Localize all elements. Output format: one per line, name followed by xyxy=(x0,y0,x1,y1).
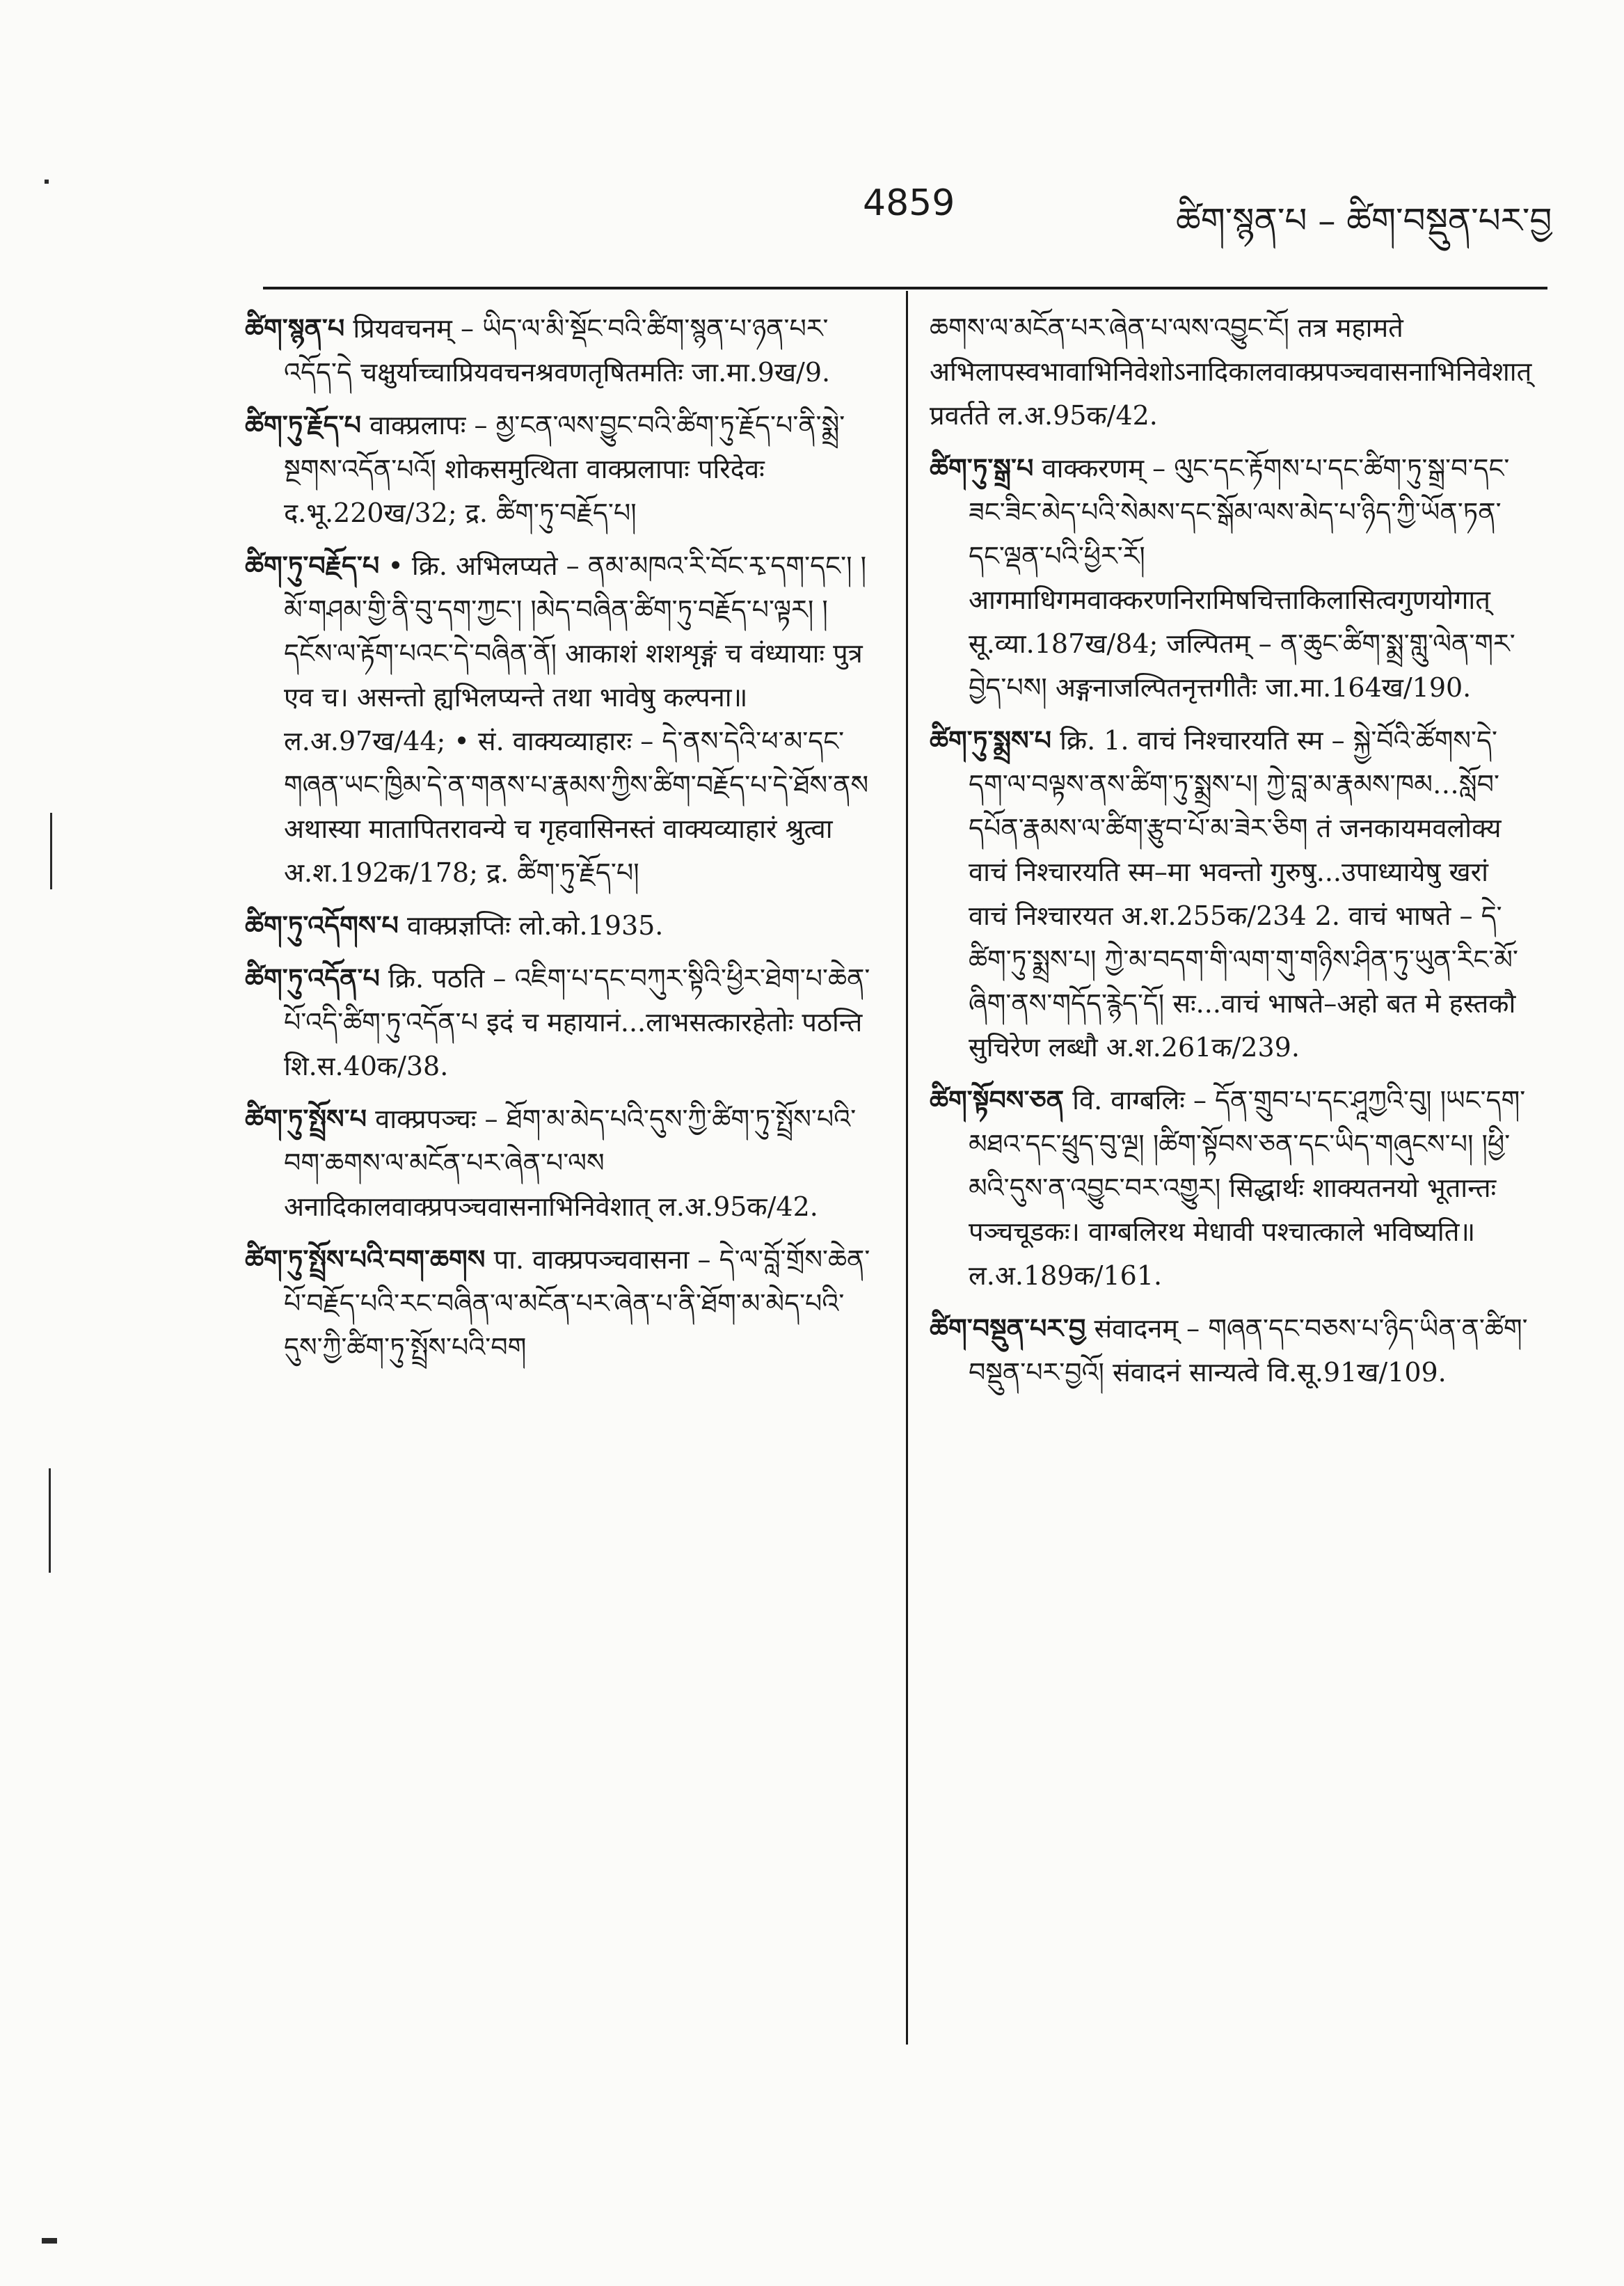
entry-definition: क्रि. पठति – འཇིག་པ་དང་བཀུར་སྟིའི་ཕྱིར་ཐེག་པ་ཆེན་པོ་འདི་ཚིག་ཏུ་འདོན་པ इदं च महायानं...लाभसत्कारहेतोः पठन्ति शि.स.40क/38. xyxy=(284,963,870,1081)
entry-definition: वि. वाग्बलिः – དོན་གྲུབ་པ་དང་ཤཱཀྱའི་བུ། །ཡང་དག་མཐའ་དང་ཕྲུད་བུ་ལྔ། །ཚིག་སྟོབས་ཅན་དང་ཡིད་གཞུངས་པ། །ཕྱི་མའི་དུས་ན་འབྱུང་བར་འགྱུར། सिद्धार्थः शाक्यतनयो भूतान्तः पञ्चचूडकः। वाग्बलिरथ मेधावी पश्चात्काले भविष्यति॥ ल.अ.189क/161. xyxy=(969,1085,1526,1291)
entry-headword: ཚིག་ཏུ་འདོན་པ xyxy=(245,962,380,994)
dictionary-entry xyxy=(930,446,1532,710)
entry-headword: ཚིག་ཏུ་འདོགས་པ xyxy=(245,910,399,941)
dictionary-entry xyxy=(930,1078,1532,1298)
header-rule xyxy=(263,287,1547,289)
margin-mark xyxy=(50,813,52,889)
dictionary-entry xyxy=(245,956,871,1088)
entry-definition: ཆགས་ལ་མངོན་པར་ཞེན་པ་ལས་འབྱུང་ངོ། तत्र महामते अभिलापस्वभावाभिनिवेशोऽनादिकालवाक्प्रपञ्चवासनाभिनिवेशात् प्रवर्तते ल.अ.95क/42. xyxy=(930,312,1532,431)
entry-definition: वाक्प्रपञ्चः – ཐོག་མ་མེད་པའི་དུས་ཀྱི་ཚིག་ཏུ་སྤྲོས་པའི་བག་ཆགས་ལ་མངོན་པར་ཞེན་པ་ལས अनादिकालवाक्प्रपञ्चवासनाभिनिवेशात् ल.अ.95क/42. xyxy=(284,1104,857,1222)
entry-headword: ཚིག་ཏུ་སྤྲོས་པ xyxy=(245,1103,367,1134)
dictionary-entry xyxy=(245,306,871,395)
dictionary-entry-continued xyxy=(930,306,1532,438)
dictionary-entry xyxy=(930,1306,1532,1395)
entry-definition: वाक्प्रज्ञप्तिः लो.को.1935. xyxy=(407,910,664,941)
margin-mark xyxy=(49,1468,51,1573)
dictionary-entry xyxy=(930,718,1532,1070)
dictionary-entry xyxy=(245,903,871,948)
running-head: ཚིག་སྙན་པ – ཚིག་བསྡུན་པར་བྱ xyxy=(1176,200,1552,241)
entry-headword: ཚིག་ཏུ་སྤྲོས་པའི་བག་ཆགས xyxy=(245,1244,486,1275)
entry-definition: प्रियवचनम् – ཡིད་ལ་མི་སྡོང་བའི་ཚིག་སྙན་པ་ཉན་པར་འདོད་དེ चक्षुर्याच्चाप्रियवचनश्रवणतृषितमतिः जा.मा.9ख/9. xyxy=(284,313,831,388)
entry-headword: ཚིག་ཏུ་བརྗོད་པ xyxy=(245,550,380,581)
dictionary-entry xyxy=(245,403,871,535)
entry-headword: ཚིག་བསྡུན་པར་བྱ xyxy=(930,1312,1086,1344)
entry-definition: • क्रि. अभिलप्यते – ནམ་མཁའ་རི་བོང་རྭ་དག་དང་། །མོ་གཤམ་གྱི་ནི་བུ་དག་ཀྱང་། །མེད་བཞིན་ཚིག་ཏུ་བརྗོད་པ་ལྟར། །དངོས་ལ་རྟོག་པའང་དེ་བཞིན་ནོ། आकाशं शशशृङ्गं च वंध्यायाः पुत्र एव च। असन्तो ह्यभिलप्यन्ते तथा भावेषु कल्पना॥ ल.अ.97ख/44; • सं. वाक्यव्याहारः – དེ་ནས་དེའི་ཕ་མ་དང་གཞན་ཡང་ཁྱིམ་དེ་ན་གནས་པ་རྣམས་ཀྱིས་ཚིག་བརྗོད་པ་དེ་ཐོས་ནས अथास्या मातापितरावन्ये च गृहवासिनस्तं वाक्यव्याहारं श्रुत्वा अ.श.192क/178; द्र. ཚིག་ཏུ་རྗོད་པ། xyxy=(284,550,869,888)
entry-headword: ཚིག་ཏུ་སྒྲ་པ xyxy=(930,452,1034,484)
dictionary-entry xyxy=(245,1237,871,1370)
entry-definition: वाक्प्रलापः – མྱ་ངན་ལས་བྱུང་བའི་ཚིག་ཏུ་རྗོད་པ་ནི་སྨྲེ་སྔགས་འདོན་པའོ། शोकसमुत्थिता वाक्प्रलापाः परिदेवः द.भू.220ख/32; द्र. ཚིག་ཏུ་བརྗོད་པ། xyxy=(284,410,845,528)
entry-definition: पा. वाक्प्रपञ्चवासना – དེ་ལ་བློ་གྲོས་ཆེན་པོ་བརྗོད་པའི་རང་བཞིན་ལ་མངོན་པར་ཞེན་པ་ནི་ཐོག་མ་མེད་པའི་དུས་ཀྱི་ཚིག་ཏུ་སྤྲོས་པའི་བག xyxy=(284,1244,870,1363)
entry-definition: संवादनम् – གཞན་དང་བཅས་པ་ཉིད་ཡིན་ན་ཚིག་བསྡུན་པར་བྱའོ། संवादनं सान्यत्वे वि.सू.91ख/109. xyxy=(969,1313,1528,1388)
left-column xyxy=(245,306,871,1378)
entry-definition: क्रि. 1. वाचं निश्चारयति स्म – སྐྱེ་བོའི་ཚོགས་དེ་དག་ལ་བལྟས་ནས་ཚིག་ཏུ་སྨྲས་པ། ཀྱེ་བླ་མ་རྣམས་ཁམ…སློབ་དཔོན་རྣམས་ལ་ཚིག་རྩུབ་པོ་མ་ཟེར་ཅིག तं जनकायमवलोक्य वाचं निश्चारयति स्म–मा भवन्तो गुरुषु...उपाध्यायेषु खरां वाचं निश्चारयत अ.श.255क/234 2. वाचं भाषते – དེ་ཚིག་ཏུ་སྨྲས་པ། ཀྱེ་མ་བདག་གི་ལག་གུ་གཉིས་ཤིན་ཏུ་ཡུན་རིང་མོ་ཞིག་ནས་གདོད་རྙེད་དོ། सः...वाचं भाषते–अहो बत मे हस्तकौ सुचिरेण लब्धौ अ.श.261क/239. xyxy=(969,725,1518,1063)
margin-mark xyxy=(45,180,49,184)
entry-headword: ཚིག་སྟོབས་ཅན xyxy=(930,1084,1065,1116)
entry-definition: वाक्करणम् – ལུང་དང་རྟོགས་པ་དང་ཚིག་ཏུ་སྒྲ་བ་དང་ཟང་ཟིང་མེད་པའི་སེམས་དང་སྒོམ་ལས་མེད་པ་ཉིད་ཀྱི་ཡོན་ཏན་དང་ལྡན་པའི་ཕྱིར་རོ། आगमाधिगमवाक्करणनिरामिषचित्ताकिलासित्वगुणयोगात् सू.व्या.187ख/84; जल्पितम् – ན་ཆུང་ཚིག་སྨྲ་གླུ་ལེན་གར་བྱེད་པས། अङ्गनाजल्पितनृत्तगीतैः जा.मा.164ख/190. xyxy=(969,453,1515,703)
entry-headword: ཚིག་ཏུ་སྨྲས་པ xyxy=(930,724,1051,756)
entry-headword: ཚིག་སྙན་པ xyxy=(245,312,345,344)
entry-headword: ཚིག་ཏུ་རྗོད་པ xyxy=(245,409,361,440)
margin-mark xyxy=(42,2238,57,2244)
dictionary-entry xyxy=(245,543,871,895)
right-column xyxy=(930,306,1532,1403)
column-divider xyxy=(906,291,908,2045)
page-number: 4859 xyxy=(863,182,955,224)
dictionary-entry xyxy=(245,1097,871,1229)
